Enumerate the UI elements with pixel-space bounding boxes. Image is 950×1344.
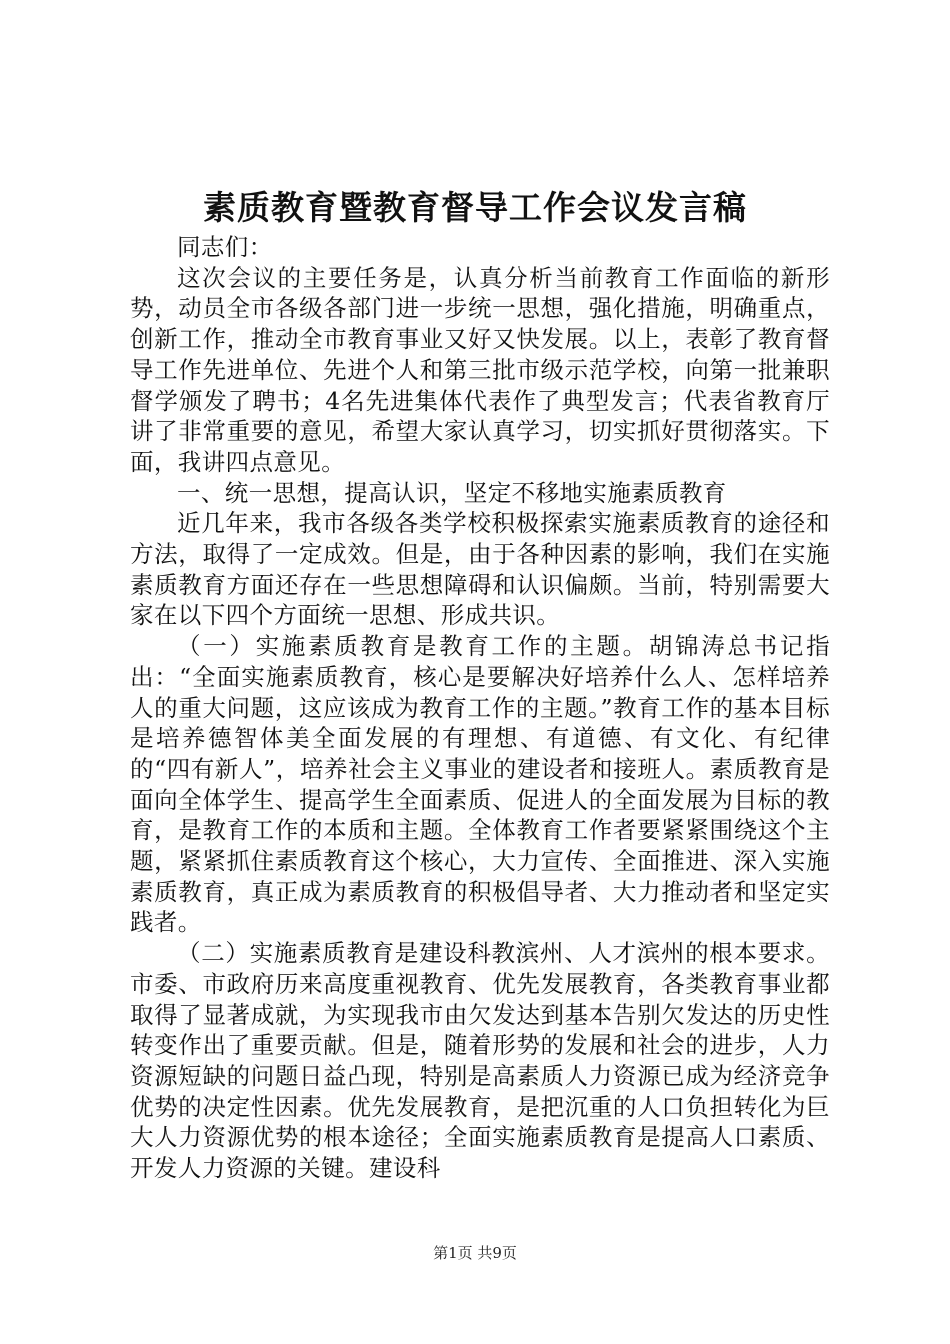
- page-footer: 第1页 共9页: [433, 1244, 517, 1262]
- paragraph-point-1: （一）实施素质教育是教育工作的主题。胡锦涛总书记指出：“全面实施素质教育，核心是要解决好培养什么人、怎样培养人的重大问题，这应该成为教育工作的主题。”教育工作的基本目标是培养德智体美全面发展的有理想、有道德、有文化、有纪律的“四有新人”，培养社会主义事业的建设者和接班人。素质教育是面向全体学生、提高学生全面素质、促进人的全面发展为目标的教育，是教育工作的本质和主题。全体教育工作者要紧紧围绕这个主题，紧紧抓住素质教育这个核心，大力宣传、全面推进、深入实施素质教育，真正成为素质教育的积极倡导者、大力推动者和坚定实践者。: [130, 632, 830, 937]
- document-title: 素质教育暨教育督导工作会议发言稿: [203, 188, 747, 227]
- paragraph-section-1: 近几年来，我市各级各类学校积极探索实施素质教育的途径和方法，取得了一定成效。但是，由于各种因素的影响，我们在实施素质教育方面还存在一些思想障碍和认识偏颇。当前，特别需要大家在以下四个方面统一思想、形成共识。: [130, 509, 830, 630]
- paragraph-greeting: 同志们：: [177, 233, 273, 261]
- section-heading-1: 一、统一思想，提高认识，坚定不移地实施素质教育: [177, 478, 727, 507]
- document-body: [130, 232, 830, 1184]
- paragraph-point-2: （二）实施素质教育是建设科教滨州、人才滨州的根本要求。市委、市政府历来高度重视教育、优先发展教育，各类教育事业都取得了显著成就，为实现我市由欠发达到基本告别欠发达的历史性转变作出了重要贡献。但是，随着形势的发展和社会的进步，人力资源短缺的问题日益凸现，特别是高素质人力资源已成为经济竞争优势的决定性因素。优先发展教育，是把沉重的人口负担转化为巨大人力资源优势的根本途径；全面实施素质教育是提高人口素质、开发人力资源的关键。建设科: [130, 939, 830, 1183]
- paragraph-intro: 这次会议的主要任务是，认真分析当前教育工作面临的新形势，动员全市各级各部门进一步统一思想，强化措施，明确重点，创新工作，推动全市教育事业又好又快发展。以上，表彰了教育督导工作先进单位、先进个人和第三批市级示范学校，向第一批兼职督学颁发了聘书；4名先进集体代表作了典型发言；代表省教育厅讲了非常重要的意见，希望大家认真学习，切实抓好贯彻落实。下面，我讲四点意见。: [130, 263, 830, 476]
